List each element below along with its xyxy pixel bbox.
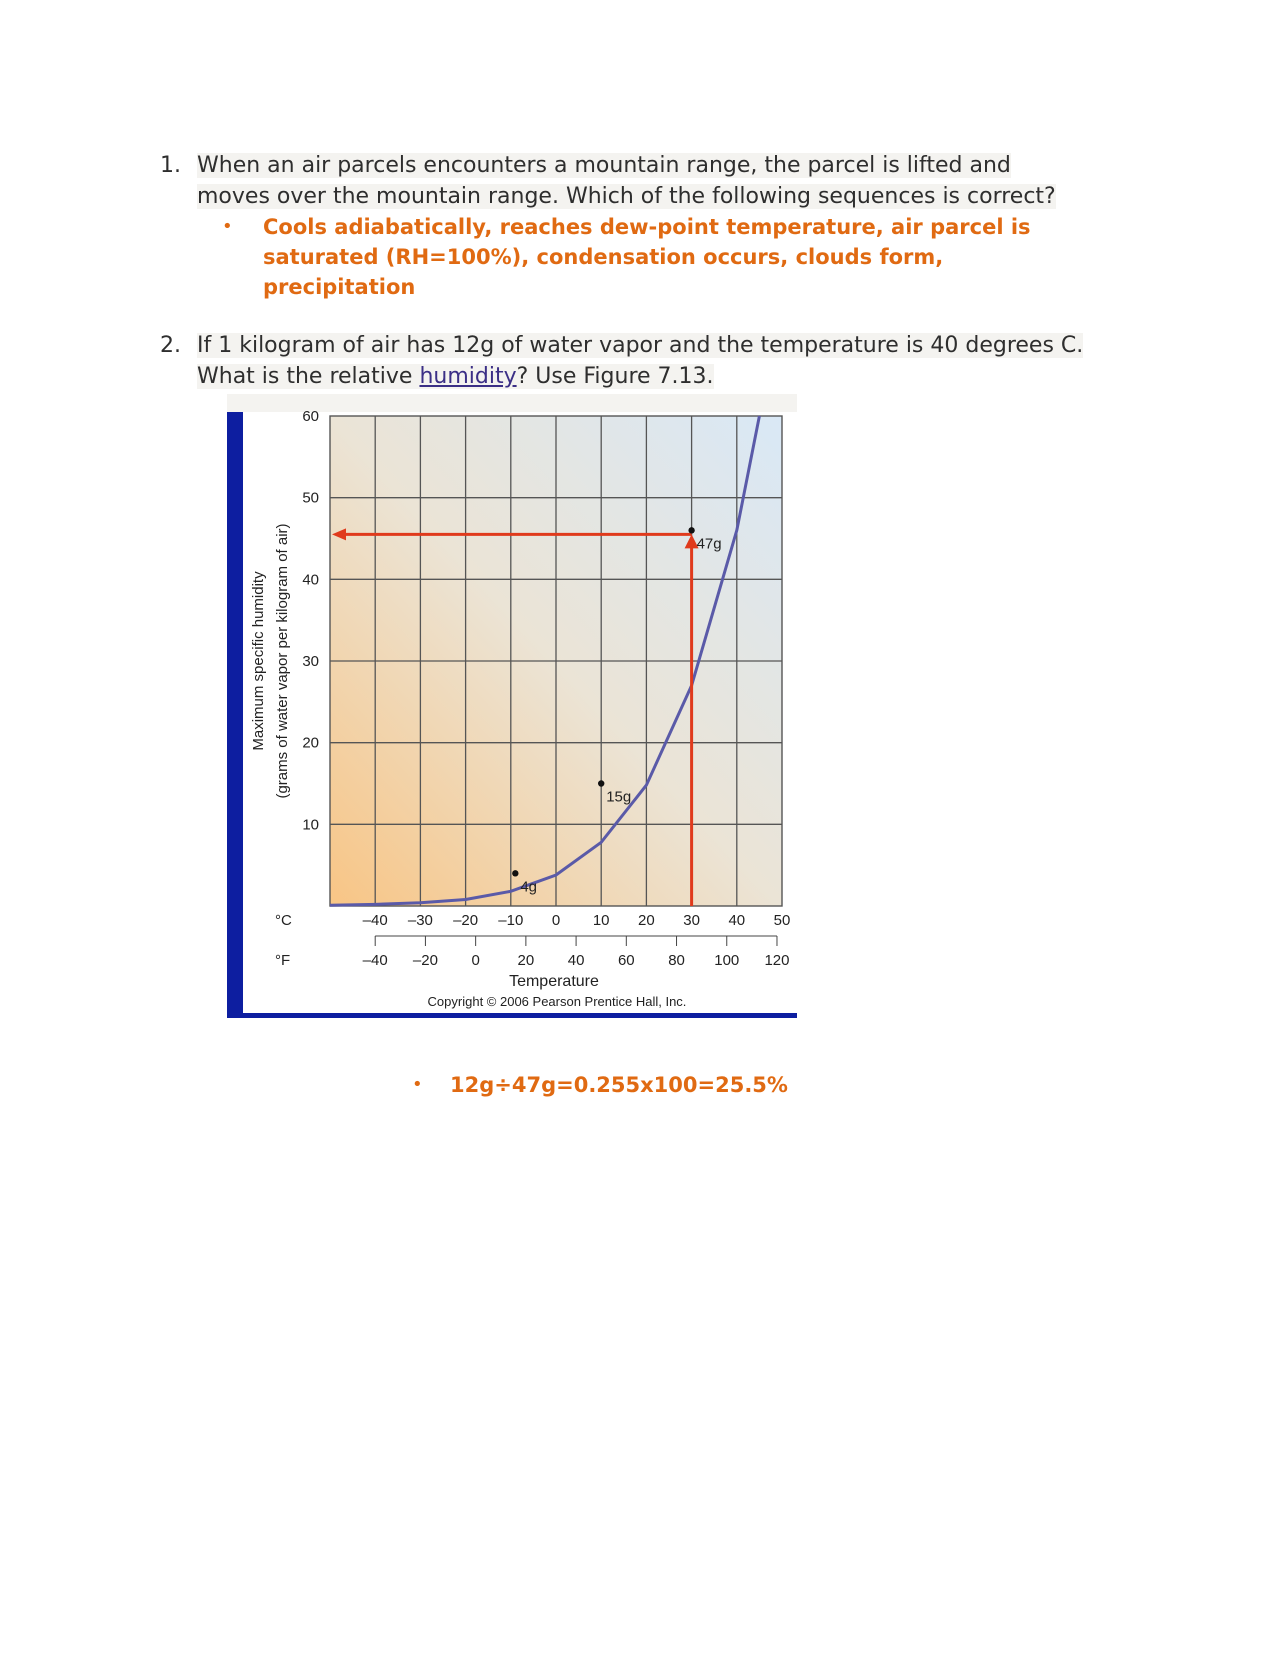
x-tick-label-celsius: 50 bbox=[773, 912, 791, 929]
question-2 bbox=[160, 330, 1200, 390]
x-tick-label-celsius: –30 bbox=[407, 912, 433, 929]
x-tick-label-celsius: 40 bbox=[728, 912, 746, 929]
copyright-text: Copyright © 2006 Pearson Prentice Hall, Inc. bbox=[427, 994, 687, 1009]
question-2-answer-bullet: • bbox=[412, 1074, 423, 1095]
y-tick-label: 50 bbox=[302, 489, 319, 507]
x-tick-label-fahrenheit: 120 bbox=[764, 952, 790, 969]
figure-left-bar bbox=[227, 412, 243, 1016]
x-tick-label-celsius: 30 bbox=[683, 912, 700, 929]
question-2-number: 2. bbox=[160, 333, 181, 358]
y-tick-label: 60 bbox=[302, 408, 319, 425]
y-tick-label: 30 bbox=[302, 653, 319, 670]
x-tick-label-celsius: 20 bbox=[638, 912, 655, 929]
question-1-answer-bullet: • bbox=[222, 216, 233, 237]
question-2-answer-text: 12g÷47g=0.255x100=25.5% bbox=[450, 1073, 788, 1097]
question-1-line-1: When an air parcels encounters a mountain range, the parcel is lifted and bbox=[197, 153, 1011, 178]
question-1-answer-line-3: precipitation bbox=[263, 275, 416, 299]
question-1-number: 1. bbox=[160, 153, 181, 178]
x-axis-label: Temperature bbox=[509, 973, 599, 990]
x-tick-label-fahrenheit: 60 bbox=[617, 952, 635, 969]
y-axis-label-line-2: (grams of water vapor per kilogram of air) bbox=[274, 523, 291, 799]
x-tick-label-fahrenheit: 20 bbox=[517, 952, 535, 969]
x-tick-label-fahrenheit: 80 bbox=[668, 952, 685, 969]
question-2-line-2-before: What is the relative bbox=[197, 364, 420, 389]
question-2-line-2-after: ? Use Figure 7.13. bbox=[516, 364, 714, 389]
data-point-label: 15g bbox=[606, 788, 632, 806]
data-point-label: 4g bbox=[520, 878, 538, 896]
question-1-answer-line-1: Cools adiabatically, reaches dew-point temperature, air parcel is bbox=[263, 215, 1031, 239]
question-1-answer-line-2: saturated (RH=100%), condensation occurs, clouds form, bbox=[263, 245, 944, 269]
question-1-answer bbox=[222, 212, 1122, 304]
y-tick-label: 10 bbox=[302, 816, 319, 834]
question-1 bbox=[160, 150, 1160, 210]
figure-bottom-bar bbox=[227, 1013, 797, 1018]
humidity-chart bbox=[227, 394, 797, 1019]
x-tick-label-fahrenheit: 40 bbox=[567, 952, 585, 969]
x-tick-label-fahrenheit: –40 bbox=[362, 952, 388, 969]
x-unit-celsius: °C bbox=[275, 912, 292, 929]
x-tick-label-celsius: 10 bbox=[592, 912, 610, 929]
data-point-label: 47g bbox=[696, 535, 722, 553]
data-point bbox=[512, 870, 518, 876]
x-tick-label-celsius: –40 bbox=[362, 912, 388, 929]
question-2-line-2 bbox=[197, 364, 714, 389]
question-1-text bbox=[197, 150, 1056, 212]
x-tick-label-fahrenheit: –20 bbox=[412, 952, 438, 969]
x-tick-label-celsius: –20 bbox=[453, 912, 479, 929]
humidity-figure bbox=[227, 394, 797, 1019]
y-tick-label: 20 bbox=[302, 734, 319, 752]
question-1-answer-text bbox=[263, 212, 1031, 302]
humidity-link[interactable]: humidity bbox=[419, 364, 517, 389]
question-1-line-2: moves over the mountain range. Which of the following sequences is correct? bbox=[197, 184, 1056, 209]
question-2-line-1: If 1 kilogram of air has 12g of water vapor and the temperature is 40 degrees C. bbox=[197, 333, 1084, 358]
x-tick-label-fahrenheit: 100 bbox=[714, 952, 740, 969]
y-tick-label: 40 bbox=[302, 571, 319, 589]
x-tick-label-celsius: –10 bbox=[498, 912, 524, 929]
x-unit-fahrenheit: °F bbox=[275, 952, 291, 969]
y-axis-label-line-1: Maximum specific humidity bbox=[250, 571, 267, 751]
x-tick-label-fahrenheit: 0 bbox=[471, 952, 480, 969]
question-2-answer bbox=[412, 1070, 912, 1102]
data-point bbox=[688, 527, 694, 533]
x-tick-label-celsius: 0 bbox=[551, 912, 561, 929]
question-2-text bbox=[197, 330, 1083, 392]
data-point bbox=[598, 780, 604, 786]
